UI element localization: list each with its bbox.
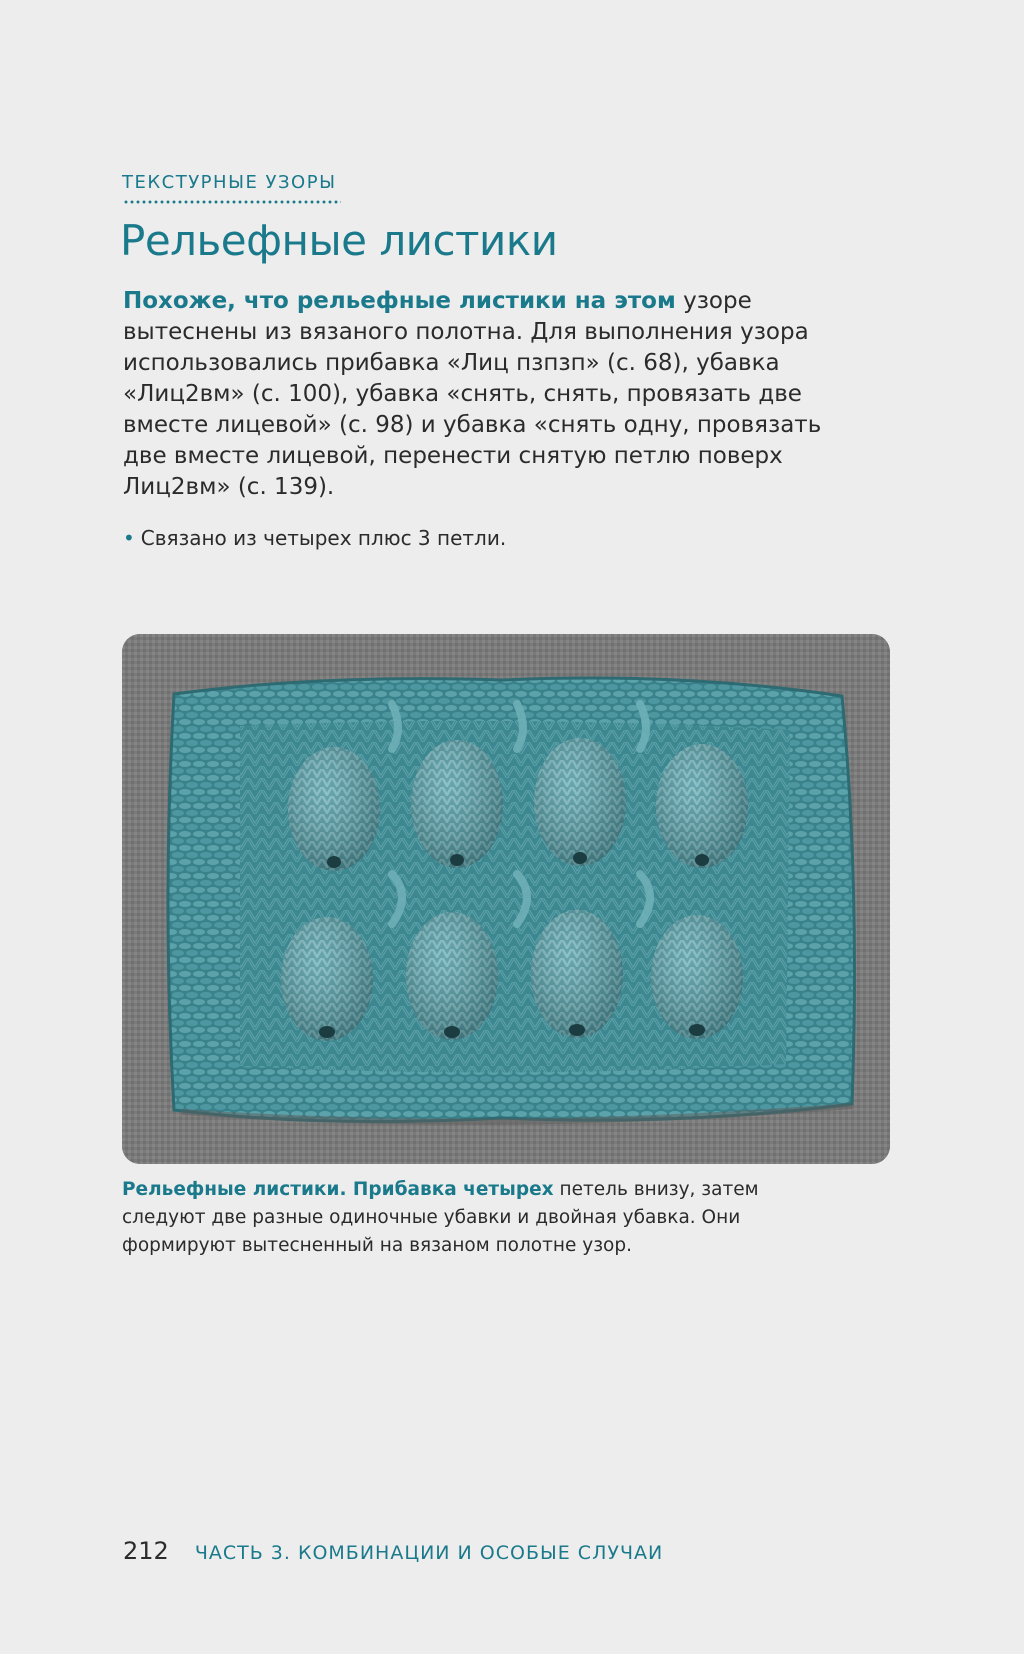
page-number: 212 [123, 1537, 169, 1565]
intro-body: узоре вытеснены из вязаного полотна. Для выполнения узора использовались прибавка «Лиц пзпзп» (с. 68), убавка «Лиц2вм» (с. 100), убавка «снять, снять, провязать две вместе лицевой» (с. 98) и убавка «снять одну, провязать две вместе лицевой, перенести снятую петлю поверх Лиц2вм» (с. 139). [123, 288, 822, 500]
section-label-dotted-rule [123, 200, 341, 204]
photo-caption [122, 1176, 822, 1260]
page-footer [123, 1537, 663, 1565]
running-head: ЧАСТЬ 3. КОМБИНАЦИИ И ОСОБЫЕ СЛУЧАИ [194, 1542, 664, 1564]
bullet-text: Связано из четырех плюс 3 петли. [140, 526, 507, 550]
section-label: ТЕКСТУРНЫЕ УЗОРЫ [122, 172, 337, 193]
page-title: Рельефные листики [120, 216, 558, 265]
intro-paragraph [123, 286, 863, 503]
caption-body: петель внизу, затем следуют две разные одиночные убавки и двойная убавка. Они формируют вытесненный на вязаном полотне узор. [122, 1179, 759, 1256]
knitted-swatch-photo [122, 634, 890, 1164]
bullet-symbol: • [123, 526, 135, 550]
bullet-item [123, 526, 506, 550]
caption-lead: Рельефные листики. Прибавка четырех [122, 1179, 554, 1200]
intro-lead: Похоже, что рельефные листики на этом [123, 288, 676, 314]
